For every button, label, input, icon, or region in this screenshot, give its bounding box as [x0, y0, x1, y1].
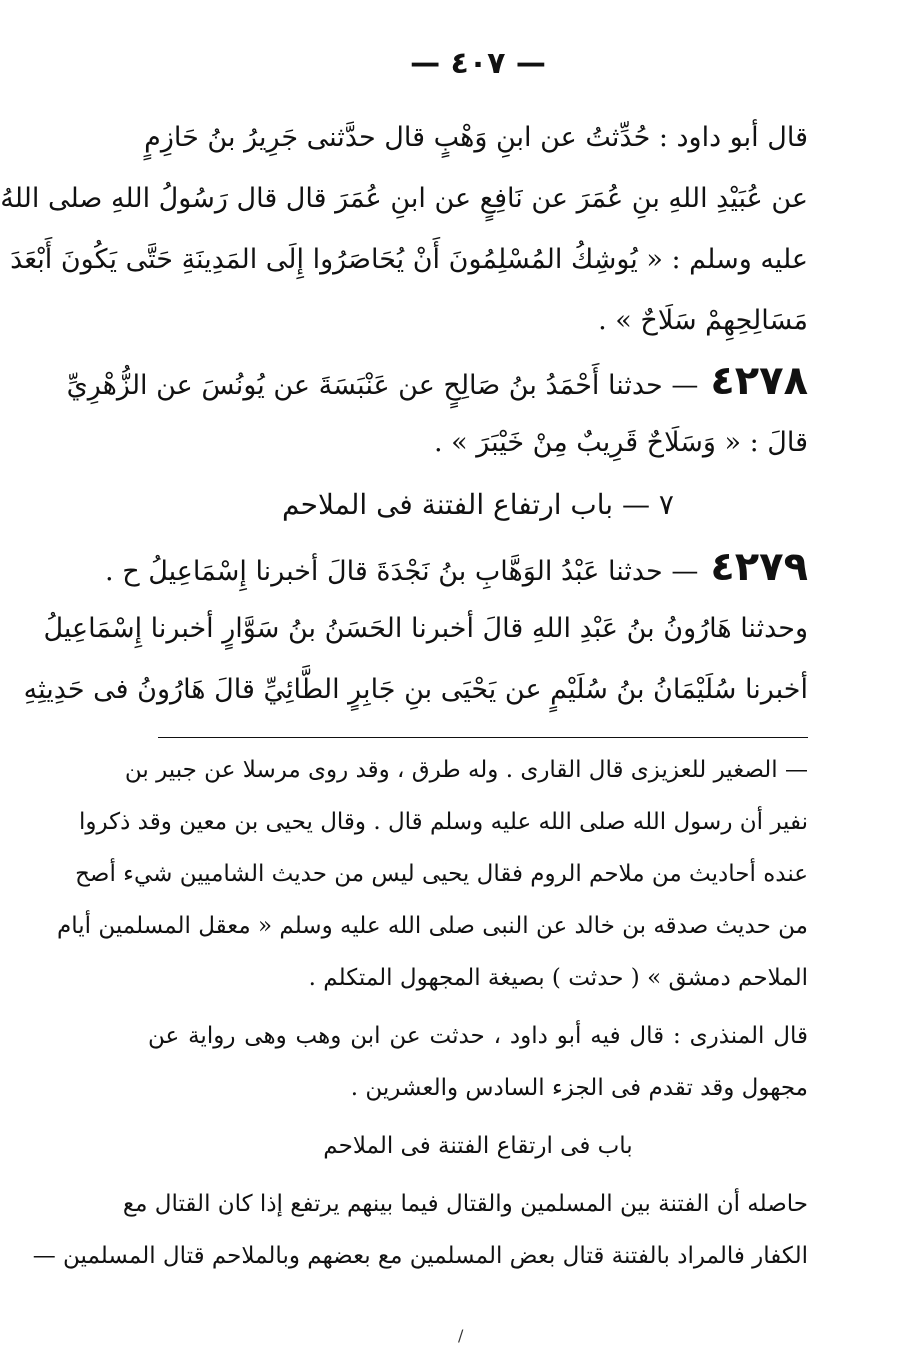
hadith-4279-line: [105, 537, 808, 598]
text-line: عن عُبَيْدِ اللهِ بنِ عُمَرَ عن نَافِعٍ عن ابنِ عُمَرَ قال قال رَسُولُ اللهِ صلى اللهُ: [0, 183, 808, 214]
footnote-line: مجهول وقد تقدم فى الجزء السادس والعشرين .: [350, 1075, 808, 1101]
hadith-text: — حدثنا عَبْدُ الوَهَّابِ بنُ نَجْدَةَ قالَ أخبرنا إِسْمَاعِيلُ ح .: [105, 556, 699, 587]
bottom-mark: /: [458, 1326, 464, 1345]
text-line: وحدثنا هَارُونُ بنُ عَبْدِ اللهِ قالَ أخبرنا الحَسَنُ بنُ سَوَّارٍ أخبرنا إِسْمَاعِيلُ: [43, 613, 808, 644]
footnote-line: — الصغير للعزيزى قال القارى . وله طرق ، وقد روى مرسلا عن جبير بن: [124, 757, 808, 783]
hadith-text: — حدثنا أَحْمَدُ بنُ صَالِحٍ عن عَنْبَسَةَ عن يُونُسَ عن الزُّهْرِيِّ: [66, 370, 699, 401]
hadith-number: ٤٢٧٩: [710, 544, 808, 590]
hadith-4278-line: [66, 351, 808, 412]
page-number: — ٤٠٧ —: [410, 46, 546, 81]
footnote-line: حاصله أن الفتنة بين المسلمين والقتال فيما بينهم يرتفع إذا كان القتال مع: [122, 1191, 808, 1217]
text-line: أخبرنا سُلَيْمَانُ بنُ سُلَيْمٍ عن يَحْيَى بنِ جَابِرٍ الطَّائِيِّ قالَ هَارُونُ فى حَدِيثِهِ: [23, 674, 808, 705]
footnote-subheading: باب فى ارتقاع الفتنة فى الملاحم: [323, 1133, 633, 1159]
text-line: مَسَالِحِهِمْ سَلَاحٌ » .: [598, 305, 808, 336]
footnote-divider: [158, 737, 808, 738]
page-body: [0, 40, 808, 1282]
hadith-number: ٤٢٧٨: [710, 358, 808, 404]
footnote-line: من حديث صدقه بن خالد عن النبى صلى الله عليه وسلم « معقل المسلمين أيام: [56, 913, 808, 939]
footnote-line: عنده أحاديث من ملاحم الروم فقال يحيى ليس من حديث الشاميين شيء أصح: [75, 861, 808, 887]
text-line: عليه وسلم : « يُوشِكُ المُسْلِمُونَ أَنْ يُحَاصَرُوا إِلَى المَدِينَةِ حَتَّى يَكُونَ أَبْعَدَ: [10, 244, 808, 275]
footnote-line: نفير أن رسول الله صلى الله عليه وسلم قال . وقال يحيى بن معين وقد ذكروا: [78, 809, 808, 835]
footnote-line: الملاحم دمشق » ( حدثت ) بصيغة المجهول المتكلم .: [308, 965, 808, 991]
footnote-line: الكفار فالمراد بالفتنة قتال بعض المسلمين مع بعضهم وبالملاحم قتال المسلمين —: [32, 1243, 808, 1269]
footnote-line: قال المنذرى : قال فيه أبو داود ، حدثت عن ابن وهب وهى رواية عن: [148, 1023, 808, 1049]
chapter-title: ٧ — باب ارتفاع الفتنة فى الملاحم: [282, 488, 674, 521]
text-line: قال أبو داود : حُدِّثتُ عن ابنِ وَهْبٍ قال حدَّثنى جَرِيرُ بنُ حَازِمٍ: [144, 122, 808, 153]
text-line: قالَ : « وَسَلَاحٌ قَرِيبٌ مِنْ خَيْبَرَ » .: [433, 427, 808, 458]
